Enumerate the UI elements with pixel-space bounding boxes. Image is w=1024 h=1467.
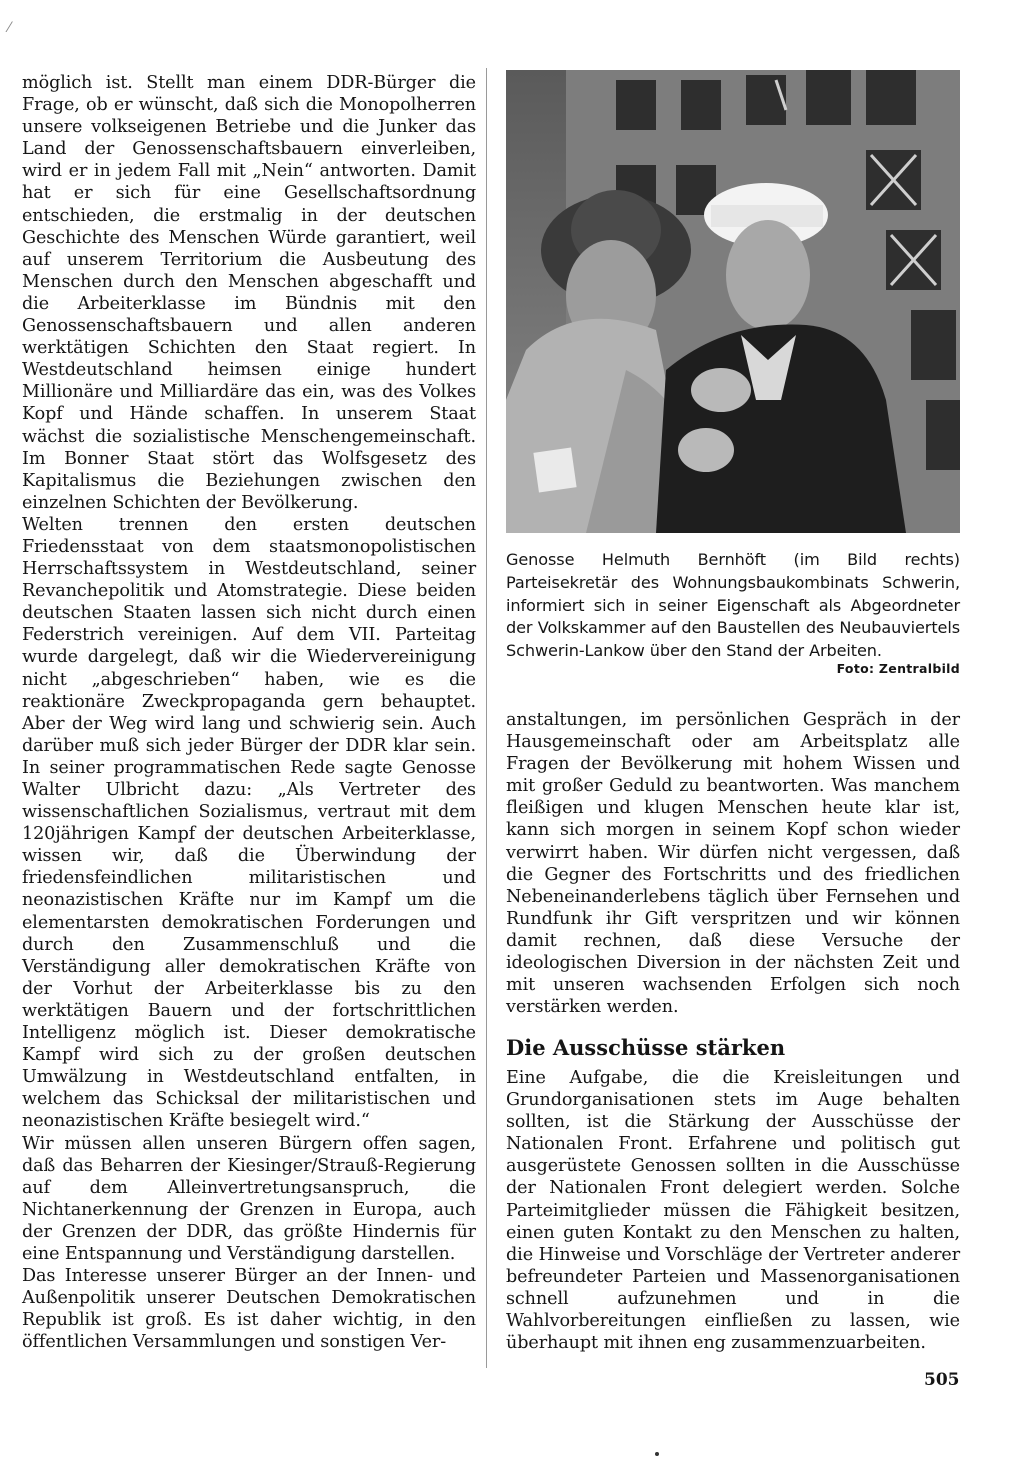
left-column <box>22 72 476 1353</box>
left-paragraph-2: Welten trennen den ersten deutschen Friedensstaat von dem staatsmonopolistischen Herrschaftssystem in Westdeutschland, seiner Revanchepolitik und Atomstrategie. Diese beiden deutschen Staaten lassen sich nicht durch einen Federstrich vereinigen. Auf dem VII. Parteitag wurde dargelegt, daß wir die Wiedervereinigung nicht „abgeschrieben“ haben, wie es die reaktionäre Zweckpropaganda gern behauptet. Aber der Weg wird lang und schwierig sein. Auch darüber muß sich jeder Bürger der DDR klar sein. In seiner programmatischen Rede sagte Genosse Walter Ulbricht dazu: „Als Vertreter des wissenschaftlichen Sozialismus, vertraut mit dem 120jährigen Kampf der deutschen Arbeiterklasse, wissen wir, daß die Überwindung der friedensfeindlichen militaristischen und neonazistischen Kräfte nur im Kampf um die elementarsten demokratischen Forderungen und durch den Zusammenschluß und die Verständigung aller demokratischen Kräfte von der Vorhut der Arbeiterklasse bis zu den werktätigen Bauern und der fortschrittlichen Intelligenz möglich ist. Dieser demokratische Kampf wird sich zu der großen deutschen Umwälzung in Westdeutschland entfalten, in welchem das Schicksal der militaristischen und neonazistischen Kräfte besiegelt wird.“ <box>22 514 476 1132</box>
photo-credit: Foto: Zentralbild <box>836 661 960 676</box>
scan-corner-mark: ⁄ <box>8 20 11 36</box>
scan-dot <box>655 1452 659 1456</box>
left-paragraph-3: Wir müssen allen unseren Bürgern offen sagen, daß das Beharren der Kiesinger/Strauß-Regierung auf dem Alleinvertretungsanspruch, die Nichtanerkennung der Grenzen in Europa, auch der Grenzen der DDR, das größte Hindernis für eine Entspannung und Verständigung darstellen. <box>22 1133 476 1264</box>
section-body <box>506 1067 960 1354</box>
page-number: 505 <box>924 1370 960 1390</box>
section-heading: Die Ausschüsse stärken <box>506 1035 786 1060</box>
section-paragraph-1: Eine Aufgabe, die die Kreisleitungen und Grundorganisationen stets im Auge behalten sollten, ist die Stärkung der Ausschüsse der Nationalen Front. Erfahrene und politisch gut ausgerüstete Genossen sollten in die Ausschüsse der Nationalen Front delegiert werden. Solche Parteimitglieder müssen die Fähigkeit besitzen, einen guten Kontakt zu den Menschen zu halten, die Hinweise und Vorschläge der Vertreter anderer befreundeter Parteien und Massenorganisationen schnell aufzunehmen und in die Wahlvorbereitungen einfließen zu lassen, wie überhaupt mit ihnen eng zusammenzuarbeiten. <box>506 1068 960 1354</box>
photo-caption: Genosse Helmuth Bernhöft (im Bild rechts) Parteisekretär des Wohnungsbaukombinats Schwerin, informiert sich in seiner Eigenschaft als Abgeordneter der Volkskammer auf den Baustellen des Neubauviertels Schwerin-Lankow über den Stand der Arbeiten. <box>506 550 960 661</box>
photo-illustration <box>506 70 960 533</box>
left-paragraph-4: Das Interesse unserer Bürger an der Innen- und Außenpolitik unserer Deutschen Demokratischen Republik ist groß. Es ist daher wichtig, in den öffentlichen Versammlungen und sonstigen Ver- <box>22 1266 476 1353</box>
right-column <box>506 709 960 1018</box>
right-paragraph-1: anstaltungen, im persönlichen Gespräch in der Hausgemeinschaft oder am Arbeitsplatz alle Fragen der Bevölkerung mit hohem Wissen und mit großer Geduld zu beantworten. Was manchem fleißigen und klugen Menschen heute klar ist, kann sich morgen in seinem Kopf schon wieder verwirrt haben. Wir dürfen nicht vergessen, daß die Gegner des Fortschritts und des friedlichen Nebeneinanderlebens täglich über Fernsehen und Rundfunk ihr Gift verspritzen und wir können damit rechnen, daß diese Versuche der ideologischen Diversion in der nächsten Zeit und mit unseren wachsenden Erfolgen sich noch verstärken werden. <box>506 710 960 1018</box>
left-paragraph-1: möglich ist. Stellt man einem DDR-Bürger die Frage, ob er wünscht, daß sich die Monopolherren unsere volkseigenen Betriebe und die Junker das Land der Genossenschaftsbauern einverleiben, wird er in jedem Fall mit „Nein“ antworten. Damit hat er sich für eine Gesellschaftsordnung entschieden, die erstmalig in der deutschen Geschichte des Menschen Würde garantiert, weil auf unserem Territorium die Ausbeutung des Menschen durch den Menschen abgeschafft und die Arbeiterklasse im Bündnis mit den Genossenschaftsbauern und allen anderen werktätigen Schichten den Staat regiert. In Westdeutschland heimsen einige hundert Millionäre und Milliardäre das ein, was des Volkes Kopf und Hände schaffen. In unserem Staat wächst die sozialistische Menschengemeinschaft. Im Bonner Staat stört das Wolfsgesetz des Kapitalismus die Beziehungen zwischen den einzelnen Schichten der Bevölkerung. <box>22 73 476 513</box>
column-divider <box>486 68 487 1368</box>
news-photo <box>506 70 960 533</box>
